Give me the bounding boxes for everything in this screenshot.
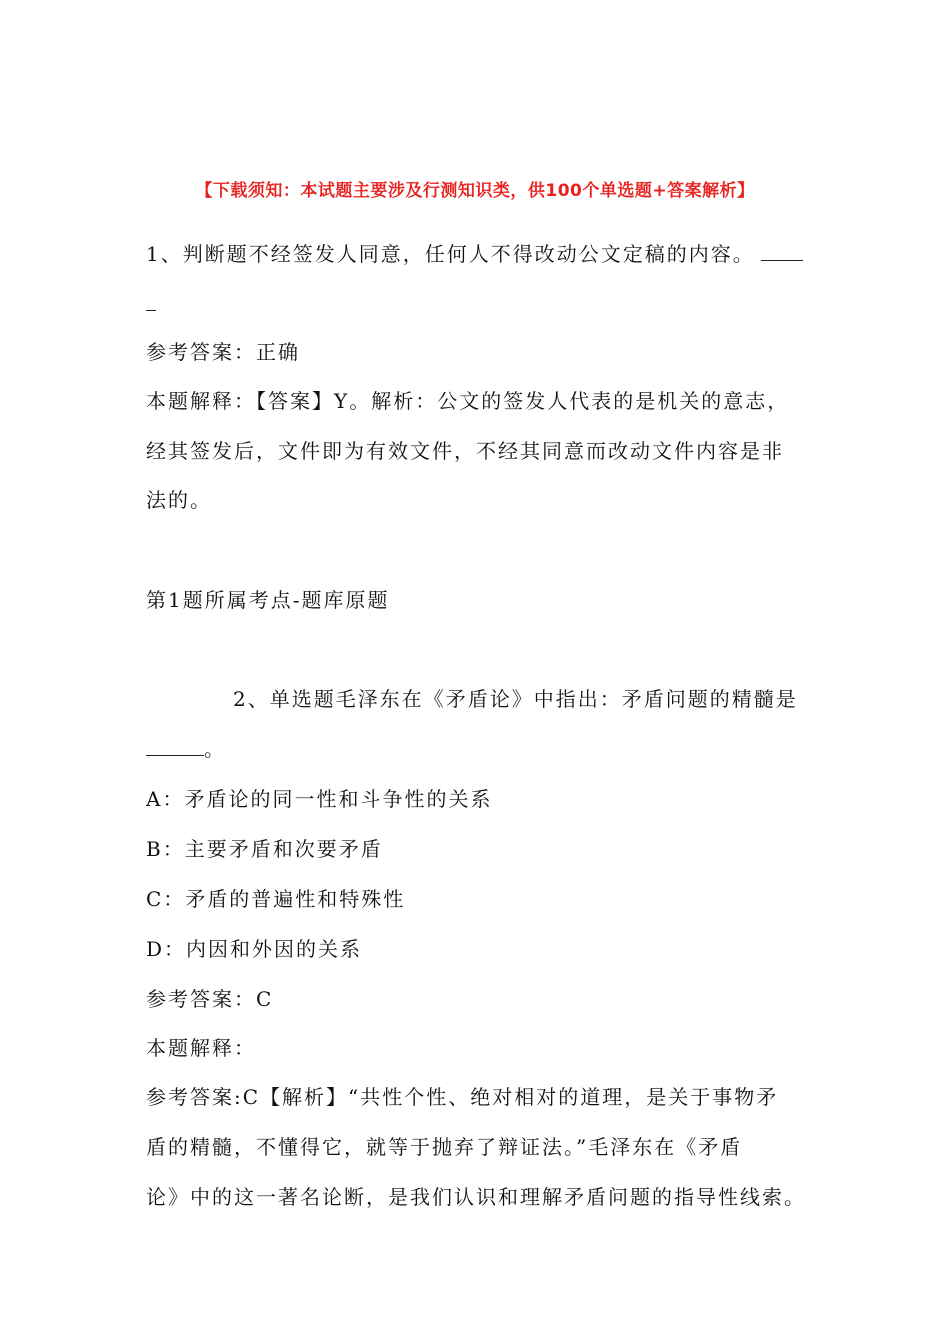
q2-stem-suffix: 。 — [204, 737, 226, 761]
download-notice: 【下载须知：本试题主要涉及行测知识类，供100个单选题+答案解析】 — [195, 181, 755, 201]
q1-stem-line — [146, 240, 803, 268]
q2-explanation-label: 本题解释： — [146, 1036, 256, 1060]
q1-answer: 参考答案：正确 — [146, 340, 300, 364]
q2-option-c: C：矛盾的普遍性和特殊性 — [146, 887, 406, 911]
q1-blank — [761, 240, 803, 261]
q2-explanation-line: 论》中的这一著名论断，是我们认识和理解矛盾问题的指导性线索。 — [146, 1185, 806, 1209]
q1-explanation-line: 经其签发后，文件即为有效文件，不经其同意而改动文件内容是非 — [146, 439, 784, 463]
q2-stem-line2 — [146, 735, 226, 763]
q2-answer: 参考答案：C — [146, 987, 274, 1011]
q1-source: 第1题所属考点-题库原题 — [146, 588, 390, 612]
q2-blank — [146, 735, 204, 756]
q1-explanation-line: 法的。 — [146, 488, 212, 512]
q2-explanation-line: 盾的精髓，不懂得它，就等于抛弃了辩证法。”毛泽东在《矛盾 — [146, 1135, 743, 1159]
q2-option-a: A：矛盾论的同一性和斗争性的关系 — [146, 787, 493, 811]
q1-blank-continuation — [146, 290, 156, 318]
q2-stem: 2、单选题毛泽东在《矛盾论》中指出：矛盾问题的精髓是 — [233, 687, 798, 711]
q2-option-d: D：内因和外因的关系 — [146, 937, 363, 961]
q1-stem: 1、判断题不经签发人同意，任何人不得改动公文定稿的内容。 — [146, 242, 755, 266]
q1-blank-tail — [146, 290, 156, 311]
q2-option-b: B：主要矛盾和次要矛盾 — [146, 837, 383, 861]
q1-explanation-line: 本题解释：【答案】Y。解析：公文的签发人代表的是机关的意志， — [146, 389, 790, 413]
q2-explanation-line: 参考答案:C【解析】“共性个性、绝对相对的道理，是关于事物矛 — [146, 1085, 779, 1109]
